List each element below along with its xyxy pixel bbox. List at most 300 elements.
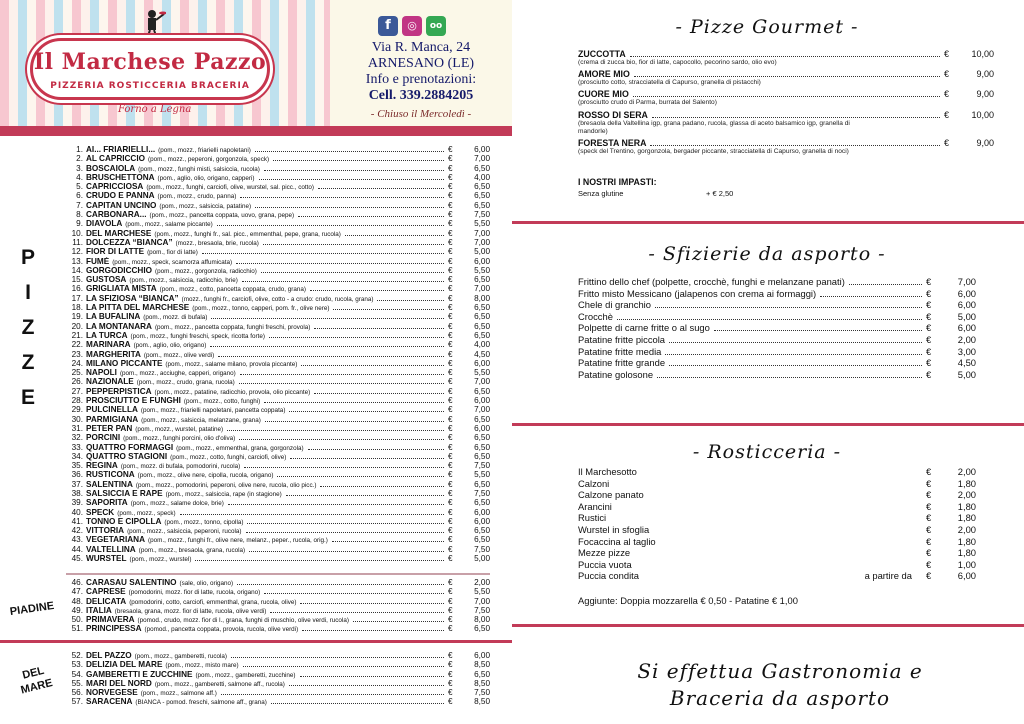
address-street: Via R. Manca, 24 xyxy=(371,40,471,55)
dot-leader xyxy=(820,296,922,297)
item-price xyxy=(448,331,490,340)
item-number: 6. xyxy=(76,191,83,201)
dot-leader xyxy=(221,694,444,695)
item-ingredients: (pom., mozz., salame piccante) xyxy=(125,221,213,229)
menu-item xyxy=(66,294,490,303)
item-number: 22. xyxy=(71,340,83,350)
price-value: 8,50 xyxy=(474,697,490,707)
item-number: 28. xyxy=(71,396,83,406)
gourmet-row xyxy=(578,69,994,79)
logo-title: Il Marchese Pazzo xyxy=(33,49,267,75)
item-number: 5. xyxy=(76,182,83,192)
item-name: PRIMAVERA xyxy=(86,615,135,625)
dot-leader xyxy=(202,253,444,254)
item-name: Patatine golosone xyxy=(578,368,654,380)
item-ingredients: (pom., mozz., olive verdi) xyxy=(143,351,215,359)
item-ingredients: (mozz., bresaola, brie, rucola) xyxy=(175,239,259,247)
currency-symbol: € xyxy=(448,479,453,489)
item-name: Wurstel in sfoglia xyxy=(578,523,650,535)
menu-item xyxy=(578,559,976,571)
price-value: 5,00 xyxy=(474,247,490,257)
item-name: RUSTICONA xyxy=(86,470,135,480)
dot-leader xyxy=(271,703,444,704)
dot-leader xyxy=(617,319,922,320)
price-value: 6,50 xyxy=(474,669,490,679)
currency-symbol: € xyxy=(448,451,453,461)
currency-symbol: € xyxy=(926,512,932,524)
item-note: a partire da xyxy=(864,570,912,582)
price-value: 6,50 xyxy=(474,386,490,396)
dot-leader xyxy=(247,523,444,524)
menu-item xyxy=(66,424,490,433)
currency-symbol: € xyxy=(926,558,932,570)
item-number: 56. xyxy=(71,688,83,698)
price-value: 6,00 xyxy=(474,516,490,526)
price-value: 6,50 xyxy=(474,191,490,201)
item-price xyxy=(448,350,490,359)
dot-leader xyxy=(377,300,444,301)
menu-item xyxy=(66,387,490,396)
currency-symbol: € xyxy=(926,299,932,311)
item-number: 19. xyxy=(71,312,83,322)
menu-item xyxy=(66,498,490,507)
price-value: 7,50 xyxy=(474,605,490,615)
sfizierie-title: - Sfizierie da asporto - xyxy=(648,243,886,265)
price-value: 5,50 xyxy=(474,368,490,378)
menu-item xyxy=(66,606,490,615)
currency-symbol: € xyxy=(926,570,932,582)
mare-list xyxy=(66,651,490,707)
menu-item xyxy=(66,173,490,182)
item-number: 57. xyxy=(71,697,83,707)
dot-leader xyxy=(652,117,940,118)
menu-item xyxy=(66,433,490,442)
currency-symbol: € xyxy=(448,507,453,517)
piadine-list xyxy=(66,578,490,634)
info-label: Info e prenotazioni: xyxy=(365,72,477,87)
price-value: 4,50 xyxy=(474,349,490,359)
item-name: Patatine fritte piccola xyxy=(578,333,666,345)
item-ingredients: (pom., mozz., gamberetti, zucchine) xyxy=(195,671,296,679)
menu-item xyxy=(66,597,490,606)
currency-symbol: € xyxy=(448,265,453,275)
menu-item xyxy=(66,377,490,386)
item-ingredients: (pom., mozz., tonno, capperi, pom. fr., olive nere) xyxy=(192,305,330,313)
currency-symbol: € xyxy=(448,228,453,238)
price-value: 7,00 xyxy=(474,154,490,164)
item-name: Puccia vuota xyxy=(578,558,632,570)
item-name: NORVEGESE xyxy=(86,688,138,698)
currency-symbol: € xyxy=(448,488,453,498)
menu-item xyxy=(578,478,976,490)
menu-item xyxy=(578,299,976,311)
item-name: AI... FRIARIELLI... xyxy=(86,145,156,154)
facebook-icon[interactable]: f xyxy=(378,16,398,36)
gourmet-price xyxy=(944,110,994,120)
item-name: PROSCIUTTO E FUNGHI xyxy=(86,396,181,406)
menu-item xyxy=(66,679,490,688)
item-number: 52. xyxy=(71,651,83,660)
dot-leader xyxy=(228,504,444,505)
item-name: Patatine fritte media xyxy=(578,345,662,357)
price-value: 7,50 xyxy=(474,488,490,498)
currency-symbol: € xyxy=(926,310,932,322)
menu-item xyxy=(66,182,490,191)
item-ingredients: (pom., mozz., gamberetti, salmone aff., rucola) xyxy=(154,680,285,688)
currency-symbol: € xyxy=(448,191,453,201)
gourmet-description: (bresaola della Valtellina igp, grana padano, rucola, glassa di aceto balsamico igp, granella di mandorle) xyxy=(578,119,850,135)
item-ingredients: (bresaola, grana, mozz. fior di latte, rucola, olive verdi) xyxy=(114,607,267,615)
item-ingredients: (pom., mozz., cotto, funghi, carciofi, olive) xyxy=(170,453,287,461)
dot-leader xyxy=(227,430,444,431)
item-price xyxy=(448,697,490,706)
menu-item xyxy=(578,489,976,501)
item-ingredients: (pomodorini, cotto, carciofi, emmenthal, grana, rucola, olive) xyxy=(129,598,297,606)
item-price xyxy=(448,294,490,303)
item-price xyxy=(926,276,976,288)
item-ingredients: (pom., mozz., funghi fr., sal. picc., emmenthal, pepe, grana, rucola) xyxy=(154,230,341,238)
currency-symbol: € xyxy=(448,697,453,707)
dot-leader xyxy=(669,365,922,366)
currency-symbol: € xyxy=(448,340,453,350)
item-price xyxy=(926,489,976,501)
currency-symbol: € xyxy=(926,276,932,287)
dot-leader xyxy=(302,630,444,631)
dot-leader xyxy=(849,284,922,285)
item-ingredients: (pom., mozz., misto mare) xyxy=(165,662,239,670)
dot-leader xyxy=(314,393,444,394)
currency-symbol: € xyxy=(448,358,453,368)
item-ingredients: (pom., mozz., tonno, cipolla) xyxy=(164,518,244,526)
item-price xyxy=(448,164,490,173)
gourmet-description: (speck del Trentino, gorgonzola, bergader piccante, stracciatella di Capurso, granella di noci) xyxy=(578,148,849,156)
tripadvisor-icon[interactable]: oo xyxy=(426,16,446,36)
item-ingredients: (pom., mozz., salame milano, provola piccante) xyxy=(165,360,298,368)
item-ingredients: (pom., mozz., pancetta coppata, uovo, grana, pepe) xyxy=(149,212,295,220)
menu-item xyxy=(66,452,490,461)
impasti-block xyxy=(578,177,733,198)
item-number: 25. xyxy=(71,368,83,378)
currency-symbol: € xyxy=(944,138,950,149)
menu-item xyxy=(66,238,490,247)
item-price xyxy=(926,346,976,358)
currency-symbol: € xyxy=(448,368,453,378)
item-name: BRUSCHETTONA xyxy=(86,172,155,182)
price-value: 6,50 xyxy=(474,182,490,192)
item-name: REGINA xyxy=(86,461,118,471)
price-value: 7,50 xyxy=(474,210,490,220)
price-value: 2,00 xyxy=(957,523,976,535)
price-value: 6,50 xyxy=(474,479,490,489)
item-price xyxy=(448,219,490,228)
item-ingredients: (pom., mozz., speck) xyxy=(117,509,176,517)
closed-day: - Chiuso il Mercoledì - xyxy=(370,108,472,120)
logo xyxy=(30,38,270,100)
price-value: 1,80 xyxy=(957,547,976,559)
dot-leader xyxy=(240,374,444,375)
dot-leader xyxy=(289,685,444,686)
menu-item xyxy=(66,201,490,210)
item-ingredients: (pom., mozz., salmone aff.) xyxy=(140,690,217,698)
item-price xyxy=(926,536,976,548)
item-ingredients: (pom., mozz., peperoni, gorgonzola, speck) xyxy=(147,156,270,164)
price-value: 1,00 xyxy=(957,558,976,570)
dot-leader xyxy=(180,514,444,515)
price-value: 6,50 xyxy=(474,330,490,340)
currency-symbol: € xyxy=(926,357,932,369)
price-value: 7,00 xyxy=(474,405,490,415)
menu-item xyxy=(66,517,490,526)
item-name: Crocchè xyxy=(578,310,613,322)
currency-symbol: € xyxy=(448,275,453,285)
menu-item xyxy=(66,229,490,238)
dot-leader xyxy=(269,337,444,338)
gourmet-item xyxy=(578,89,994,107)
dot-leader xyxy=(259,179,445,180)
currency-symbol: € xyxy=(926,345,932,357)
item-number: 44. xyxy=(71,544,83,554)
menu-item xyxy=(66,470,490,479)
menu-item xyxy=(66,443,490,452)
item-ingredients: (pom., mozz., patatine, radicchio, provola, olio piccante) xyxy=(154,388,311,396)
item-price xyxy=(448,257,490,266)
item-name: VITTORIA xyxy=(86,526,125,536)
item-name: Frittino dello chef (polpette, crocchè, funghi e melanzane panati) xyxy=(578,276,845,287)
item-ingredients: (pom., mozz., funghi misti, salsiccia, rucola) xyxy=(138,165,260,173)
item-number: 14. xyxy=(71,265,83,275)
item-ingredients: (pom., mozz., crudo, panna) xyxy=(157,193,237,201)
price-value: 1,80 xyxy=(957,477,976,489)
item-ingredients: (pom., mozz., funghi fr., olive nere, melanz., peper., rucola, orig.) xyxy=(147,537,328,545)
instagram-icon[interactable]: ◎ xyxy=(402,16,422,36)
menu-item xyxy=(66,396,490,405)
currency-symbol: € xyxy=(944,109,950,120)
gourmet-list xyxy=(578,49,994,158)
currency-symbol: € xyxy=(448,669,453,679)
dot-leader xyxy=(239,439,444,440)
item-price xyxy=(448,415,490,424)
item-price xyxy=(448,322,490,331)
dot-leader xyxy=(277,476,444,477)
item-name: SPECK xyxy=(86,507,115,517)
gourmet-title: - Pizze Gourmet - xyxy=(675,16,859,38)
item-price xyxy=(448,554,490,563)
item-name: NAZIONALE xyxy=(86,377,134,387)
menu-item xyxy=(578,346,976,358)
currency-symbol: € xyxy=(448,293,453,303)
item-ingredients: (pomodorini, mozz. fior di latte, rucola, origano) xyxy=(128,589,261,597)
item-name: Arancini xyxy=(578,500,612,512)
item-price xyxy=(448,461,490,470)
menu-item xyxy=(66,651,490,660)
price-value: 6,00 xyxy=(957,322,976,334)
gourmet-description: (prosciutto crudo di Parma, burrata del Salento) xyxy=(578,99,717,107)
dot-leader xyxy=(264,170,444,171)
price-value: 6,50 xyxy=(474,498,490,508)
item-name: MILANO PICCANTE xyxy=(86,358,163,368)
item-name: CAPRESE xyxy=(86,587,126,597)
item-price xyxy=(448,377,490,386)
price-value: 6,00 xyxy=(957,287,976,299)
menu-item xyxy=(66,359,490,368)
dot-leader xyxy=(261,272,444,273)
item-number: 15. xyxy=(71,275,83,285)
item-number: 23. xyxy=(71,349,83,359)
currency-symbol: € xyxy=(448,678,453,688)
item-number: 7. xyxy=(76,200,83,210)
price-value: 8,50 xyxy=(474,678,490,688)
gourmet-name: ROSSO DI SERA xyxy=(578,109,648,120)
gourmet-description: (prosciutto cotto, stracciatella di Capurso, granella di pistacchi) xyxy=(578,79,761,87)
pizze-letter: P xyxy=(20,246,35,269)
item-ingredients: (pom., mozz., crudo, grana, rucola) xyxy=(136,379,235,387)
item-number: 34. xyxy=(71,451,83,461)
currency-symbol: € xyxy=(448,405,453,415)
dot-leader xyxy=(332,541,444,542)
gourmet-price xyxy=(944,89,994,99)
item-ingredients: (pom., mozz., acciughe, capperi, origano) xyxy=(119,370,236,378)
menu-item xyxy=(66,145,490,154)
item-ingredients: (pom., mozz., salsiccia, peperoni, rucola) xyxy=(127,528,242,536)
price-value: 7,00 xyxy=(474,284,490,294)
menu-item xyxy=(66,415,490,424)
gourmet-item xyxy=(578,110,994,136)
price-value: 6,00 xyxy=(474,358,490,368)
price-value: 6,50 xyxy=(474,414,490,424)
price-value: 1,80 xyxy=(957,500,976,512)
item-number: 51. xyxy=(71,624,83,634)
price-value: 2,00 xyxy=(957,333,976,345)
item-number: 30. xyxy=(71,414,83,424)
item-name: SAPORITA xyxy=(86,498,128,508)
currency-symbol: € xyxy=(448,247,453,257)
item-price xyxy=(448,154,490,163)
item-name: FIOR DI LATTE xyxy=(86,247,145,257)
price-value: 6,50 xyxy=(474,275,490,285)
menu-item xyxy=(66,688,490,697)
menu-item xyxy=(578,501,976,513)
item-price xyxy=(448,229,490,238)
item-number: 1. xyxy=(76,145,83,154)
currency-symbol: € xyxy=(448,498,453,508)
price-value: 7,50 xyxy=(474,461,490,471)
item-ingredients: (pom., mozz., cotto, pancetta coppata, crudo, grana) xyxy=(159,286,306,294)
item-name: MARINARA xyxy=(86,340,131,350)
price-value: 9,00 xyxy=(976,69,994,80)
item-price xyxy=(448,470,490,479)
item-ingredients: (pom., mozz., olive nere, cipolla, rucola, origano) xyxy=(137,472,274,480)
price-value: 5,50 xyxy=(474,219,490,229)
item-ingredients: (pom., mozz., gamberetti, rucola) xyxy=(134,653,228,660)
item-number: 16. xyxy=(71,284,83,294)
item-ingredients: (pom., mozz., gorgonzola, radicchio) xyxy=(154,267,257,275)
menu-item xyxy=(66,526,490,535)
currency-symbol: € xyxy=(448,210,453,220)
menu-item xyxy=(66,615,490,624)
price-value: 6,50 xyxy=(474,312,490,322)
item-price xyxy=(926,466,976,478)
menu-item xyxy=(578,311,976,323)
item-number: 36. xyxy=(71,470,83,480)
dot-leader xyxy=(263,244,444,245)
price-value: 6,50 xyxy=(474,303,490,313)
header-band xyxy=(0,126,512,136)
impasti-row xyxy=(578,189,733,198)
price-value: 1,80 xyxy=(957,535,976,547)
item-number: 4. xyxy=(76,172,83,182)
menu-item xyxy=(578,288,976,300)
item-number: 21. xyxy=(71,330,83,340)
gourmet-row xyxy=(578,89,994,99)
menu-item xyxy=(66,275,490,284)
item-name: WURSTEL xyxy=(86,554,127,564)
item-number: 33. xyxy=(71,442,83,452)
item-name: Focaccina al taglio xyxy=(578,535,656,547)
item-name: DELIZIA DEL MARE xyxy=(86,660,163,670)
dot-leader xyxy=(264,593,444,594)
gourmet-description: (crema di zucca bio, fior di latte, capocollo, pecorino sardo, olio evo) xyxy=(578,59,777,66)
currency-symbol: € xyxy=(448,688,453,698)
item-price xyxy=(448,284,490,293)
menu-item xyxy=(578,322,976,334)
item-name: Calzoni xyxy=(578,477,610,489)
menu-item xyxy=(66,257,490,266)
item-price xyxy=(926,478,976,490)
impasti-price: + € 2,50 xyxy=(706,189,734,198)
item-number: 47. xyxy=(71,587,83,597)
item-name: FUMÈ xyxy=(86,256,110,266)
currency-symbol: € xyxy=(448,312,453,322)
dot-leader xyxy=(239,383,444,384)
currency-symbol: € xyxy=(944,89,950,100)
item-price xyxy=(448,452,490,461)
impasti-title: I NOSTRI IMPASTI: xyxy=(578,177,657,187)
menu-item xyxy=(66,480,490,489)
item-price xyxy=(926,570,976,582)
address-city: ARNESANO (LE) xyxy=(367,56,475,71)
menu-item xyxy=(578,276,976,288)
price-value: 5,50 xyxy=(474,587,490,597)
phone-number: Cell. 339.2884205 xyxy=(368,88,474,103)
price-value: 6,50 xyxy=(474,451,490,461)
price-value: 1,80 xyxy=(957,512,976,524)
currency-symbol: € xyxy=(448,442,453,452)
currency-symbol: € xyxy=(448,554,453,564)
price-value: 6,00 xyxy=(474,507,490,517)
item-price xyxy=(448,210,490,219)
item-name: PEPPERPISTICA xyxy=(86,386,152,396)
item-name: PULCINELLA xyxy=(86,405,138,415)
divider xyxy=(512,423,1024,426)
dot-leader xyxy=(714,330,922,331)
currency-symbol: € xyxy=(926,333,932,345)
gourmet-name: FORESTA NERA xyxy=(578,138,647,149)
item-ingredients: (pom., mozz., emmenthal, grana, gorgonzola) xyxy=(176,444,304,452)
logo-subtitle: PIZZERIA ROSTICCERIA BRACERIA xyxy=(50,81,250,91)
item-name: CARASAU SALENTINO xyxy=(86,578,177,587)
price-value: 6,00 xyxy=(474,145,490,154)
menu-item xyxy=(66,219,490,228)
currency-symbol: € xyxy=(926,547,932,559)
item-price xyxy=(926,501,976,513)
price-value: 4,00 xyxy=(474,340,490,350)
item-price xyxy=(448,443,490,452)
item-name: CRUDO E PANNA xyxy=(86,191,155,201)
aggiunte-text: Aggiunte: Doppia mozzarella € 0,50 - Patatine € 1,00 xyxy=(578,595,798,606)
price-value: 5,00 xyxy=(957,368,976,380)
menu-item xyxy=(66,164,490,173)
item-number: 31. xyxy=(71,423,83,433)
